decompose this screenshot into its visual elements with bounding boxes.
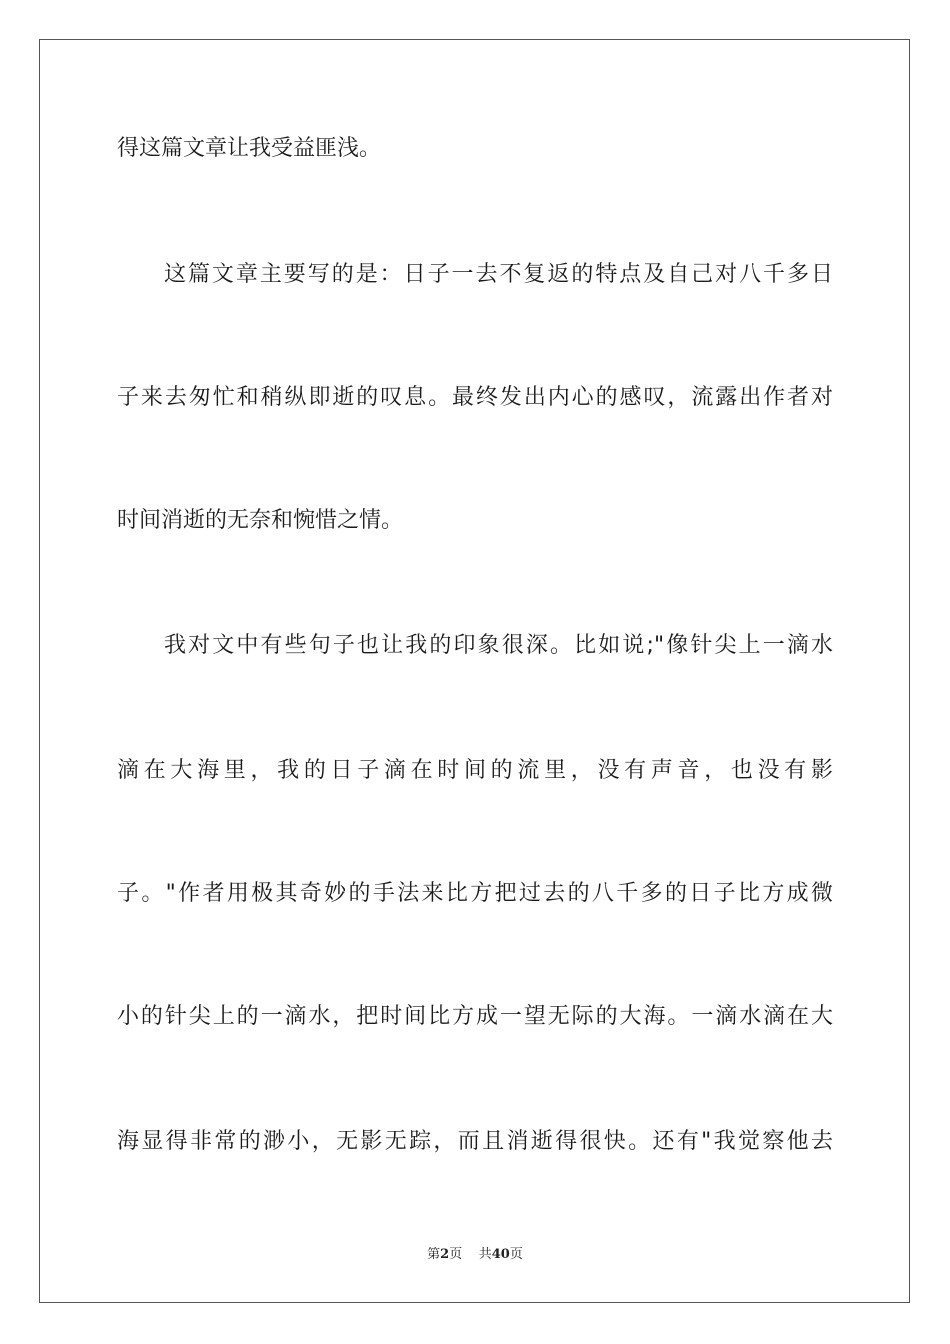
page-prefix: 第 — [427, 1247, 441, 1262]
text-line-9: 海显得非常的渺小，无影无踪，而且消逝得很快。还有"我觉察他去 — [117, 1129, 833, 1154]
text-line-7: 子。"作者用极其奇妙的手法来比方把过去的八千多的日子比方成微 — [117, 881, 833, 906]
total-pages: 40 — [491, 1247, 510, 1262]
text-line-8: 小的针尖上的一滴水，把时间比方成一望无际的大海。一滴水滴在大 — [117, 1004, 833, 1029]
text-line-3: 子来去匆忙和稍纵即逝的叹息。最终发出内心的感叹，流露出作者对 — [117, 385, 833, 410]
text-line-6: 滴在大海里，我的日子滴在时间的流里，没有声音，也没有影 — [117, 758, 833, 783]
page-suffix: 页 — [449, 1247, 463, 1262]
page-footer — [0, 1245, 950, 1265]
text-line-4: 时间消逝的无奈和惋惜之情。 — [117, 508, 404, 533]
page-number: 2 — [440, 1247, 450, 1262]
text-line-1: 得这篇文章让我受益匪浅。 — [117, 136, 382, 161]
total-prefix: 共 — [478, 1247, 492, 1262]
text-line-2: 这篇文章主要写的是：日子一去不复返的特点及自己对八千多日 — [164, 262, 833, 287]
page-border — [39, 39, 910, 1303]
text-line-5: 我对文中有些句子也让我的印象很深。比如说;"像针尖上一滴水 — [164, 633, 833, 658]
total-suffix: 页 — [509, 1247, 523, 1262]
